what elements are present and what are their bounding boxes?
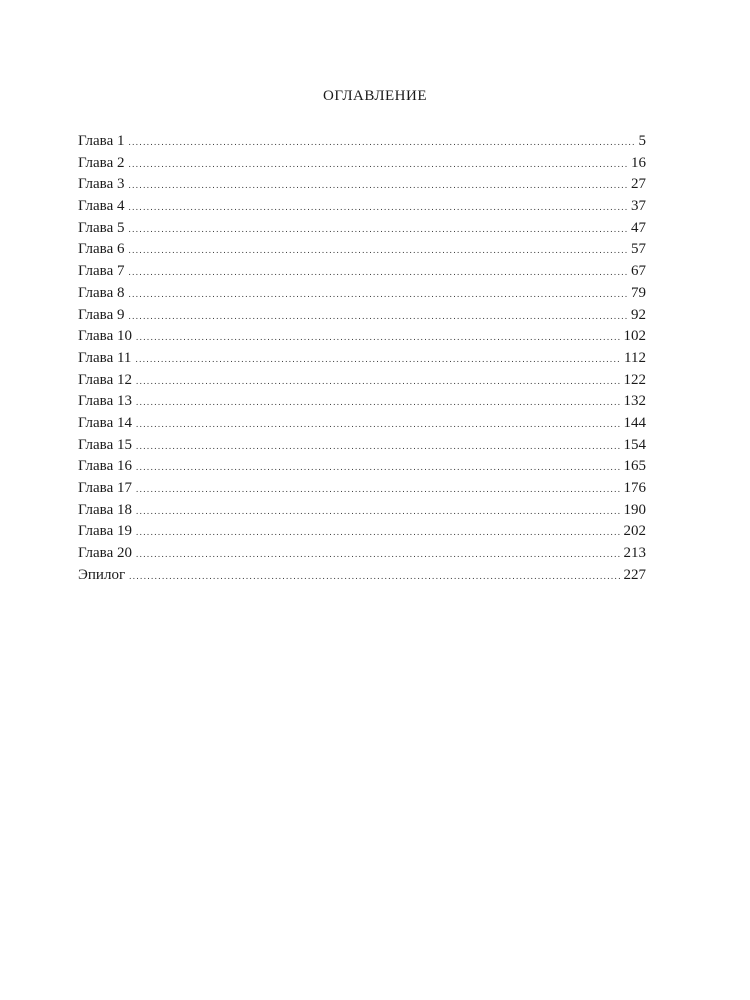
toc-entry-page-number: 57 <box>631 241 646 258</box>
toc-entry-label: Глава 9 <box>78 306 125 323</box>
toc-entry[interactable] <box>78 305 646 327</box>
toc-entry-label: Глава 14 <box>78 414 132 431</box>
toc-dot-leader <box>128 306 627 328</box>
toc-dot-leader <box>136 392 620 414</box>
toc-entry-page-number: 79 <box>631 284 646 301</box>
toc-entry-page-number: 102 <box>623 328 646 345</box>
toc-dot-leader <box>136 544 620 566</box>
toc-entry-page-number: 92 <box>631 306 646 323</box>
toc-entry[interactable] <box>78 218 646 240</box>
toc-entry-page-number: 144 <box>623 414 646 431</box>
toc-entry-label: Глава 5 <box>78 219 125 236</box>
toc-entry-label: Глава 16 <box>78 458 132 475</box>
toc-entry[interactable] <box>78 239 646 261</box>
toc-entry-label: Глава 10 <box>78 328 132 345</box>
toc-entry[interactable] <box>78 391 646 413</box>
toc-entry-page-number: 176 <box>623 480 646 496</box>
toc-entry[interactable] <box>78 500 646 522</box>
toc-entry-page-number: 154 <box>623 436 646 453</box>
toc-entry-page-number: 227 <box>623 566 646 583</box>
toc-entry-page-number: 165 <box>623 458 646 475</box>
toc-entry-page-number: 27 <box>631 176 646 193</box>
toc-dot-leader <box>135 349 620 371</box>
toc-entry[interactable] <box>78 348 646 370</box>
toc-entry-page-number: 190 <box>623 501 646 518</box>
table-of-contents <box>78 131 646 586</box>
toc-entry-label: Глава 15 <box>78 436 132 453</box>
toc-dot-leader <box>128 132 634 154</box>
toc-entry[interactable] <box>78 413 646 435</box>
toc-entry-page-number: 16 <box>631 154 646 171</box>
toc-entry[interactable] <box>78 174 646 196</box>
toc-entry[interactable] <box>78 565 646 587</box>
toc-entry-page-number: 202 <box>623 523 646 540</box>
toc-entry[interactable] <box>78 435 646 457</box>
toc-entry-label: Глава 4 <box>78 198 125 215</box>
toc-entry-label: Эпилог <box>78 566 126 583</box>
toc-dot-leader <box>136 327 620 349</box>
page-title: ОГЛАВЛЕНИЕ <box>323 88 427 104</box>
toc-entry-label: Глава 13 <box>78 393 132 410</box>
toc-dot-leader <box>136 436 620 458</box>
toc-entry-label: Глава 17 <box>78 480 132 496</box>
toc-entry-label: Глава 7 <box>78 263 125 280</box>
toc-entry-label: Глава 12 <box>78 371 132 388</box>
toc-dot-leader <box>136 457 620 479</box>
toc-entry[interactable] <box>78 456 646 478</box>
toc-dot-leader <box>128 154 627 176</box>
toc-entry-label: Глава 8 <box>78 284 125 301</box>
toc-entry-label: Глава 18 <box>78 501 132 518</box>
toc-entry-page-number: 122 <box>623 371 646 388</box>
toc-dot-leader <box>128 262 627 284</box>
toc-entry-page-number: 5 <box>638 133 646 149</box>
toc-dot-leader <box>136 522 620 544</box>
toc-entry[interactable] <box>78 153 646 175</box>
toc-dot-leader <box>136 371 620 393</box>
toc-dot-leader <box>128 219 627 241</box>
toc-dot-leader <box>136 501 620 523</box>
toc-entry[interactable] <box>78 283 646 305</box>
toc-entry-label: Глава 20 <box>78 545 132 562</box>
toc-dot-leader <box>128 175 627 197</box>
toc-dot-leader <box>128 240 627 262</box>
toc-entry-page-number: 47 <box>631 219 646 236</box>
toc-entry-label: Глава 6 <box>78 241 125 258</box>
toc-dot-leader <box>136 414 620 436</box>
toc-entry[interactable] <box>78 543 646 565</box>
toc-entry-page-number: 213 <box>623 545 646 562</box>
toc-dot-leader <box>136 479 620 501</box>
toc-entry-page-number: 37 <box>631 198 646 215</box>
toc-entry[interactable] <box>78 196 646 218</box>
toc-dot-leader <box>129 566 619 588</box>
toc-entry-page-number: 132 <box>623 393 646 410</box>
toc-entry[interactable] <box>78 326 646 348</box>
toc-entry-page-number: 67 <box>631 263 646 280</box>
toc-entry[interactable] <box>78 521 646 543</box>
toc-entry[interactable] <box>78 131 646 153</box>
toc-dot-leader <box>128 197 627 219</box>
toc-entry-label: Глава 3 <box>78 176 125 193</box>
toc-entry[interactable] <box>78 370 646 392</box>
toc-entry[interactable] <box>78 261 646 283</box>
toc-entry[interactable] <box>78 478 646 500</box>
toc-entry-page-number: 112 <box>624 349 646 366</box>
toc-entry-label: Глава 11 <box>78 349 132 366</box>
toc-entry-label: Глава 2 <box>78 154 125 171</box>
toc-entry-label: Глава 1 <box>78 133 125 149</box>
toc-entry-label: Глава 19 <box>78 523 132 540</box>
toc-dot-leader <box>128 284 627 306</box>
